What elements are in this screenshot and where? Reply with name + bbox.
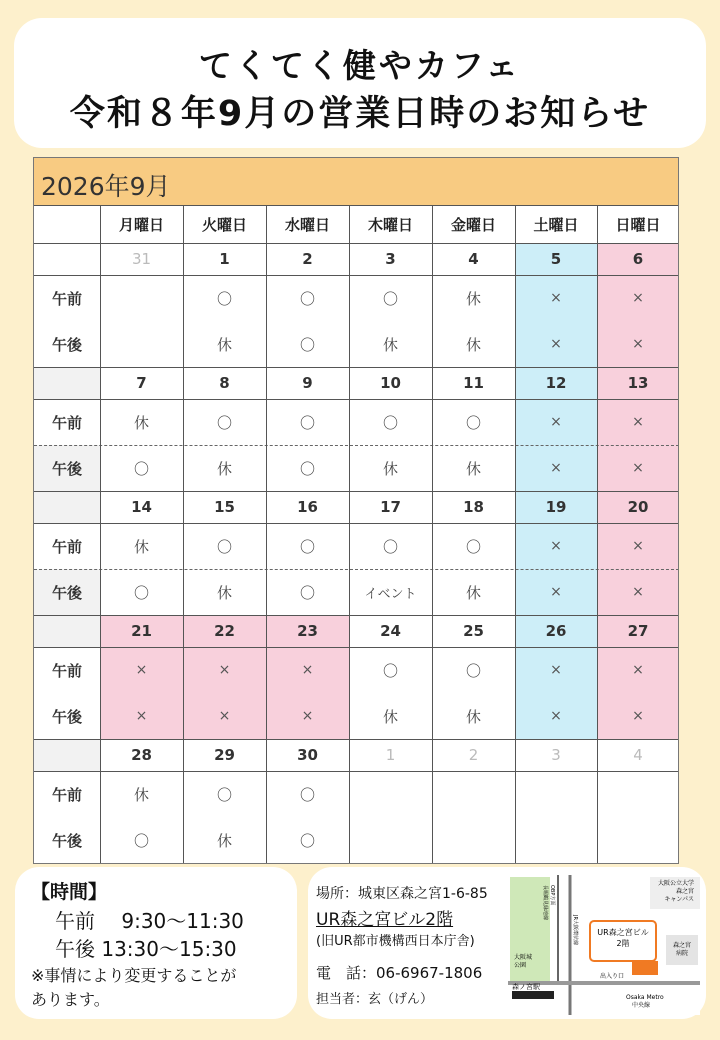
am-status: 〇 [299,537,315,556]
am-status: × [301,662,314,678]
am-status: × [632,662,644,678]
date-row-gray [34,739,100,771]
pm-status: 〇 [133,831,149,850]
grid-line [34,771,679,772]
calendar-header [34,158,678,206]
grid-line [34,739,679,740]
weekday-header: 水曜日 [284,215,330,234]
svg-text:病院: 病院 [675,950,689,957]
am-status [597,771,679,817]
pm-status: 〇 [133,583,149,602]
map-station: 森ノ宮駅 [512,983,540,991]
grid-line [515,205,516,864]
hours-box [15,867,297,1019]
date-cell: 12 [545,374,567,392]
grid-line [34,445,679,446]
business-calendar [33,157,679,864]
map-hospital: 森之宮 [672,942,692,949]
grid-line [34,569,679,570]
am-status: × [135,662,148,678]
weekday-header: 火曜日 [201,215,247,234]
grid-line [34,615,679,616]
location-box [308,867,706,1019]
am-status: × [632,414,644,430]
access-map [508,875,700,1015]
date-cell: 2 [302,250,313,268]
date-cell: 30 [297,746,318,764]
date-cell: 18 [463,498,484,516]
am-status [100,275,183,321]
am-status: 〇 [299,413,315,432]
am-label: 午前 [51,785,82,804]
pm-status: × [632,460,644,476]
grid-line [100,205,101,864]
pm-status: × [301,708,314,724]
date-cell: 25 [463,622,484,640]
svg-text:2階: 2階 [616,939,630,948]
map-metro: Osaka Metro [626,994,664,1001]
date-cell: 22 [214,622,235,640]
am-status: 休 [133,537,149,556]
pm-status: 休 [216,583,232,602]
am-status: × [550,414,562,430]
location-former-name: (旧UR都市機構西日本庁舎) [316,934,475,949]
grid-line [597,205,598,864]
pm-status: × [632,336,644,352]
am-status: 休 [133,785,149,804]
date-row-gray [34,367,100,399]
grid-line [34,647,679,648]
date-cell: 20 [627,498,649,516]
hours-pm: 午後 13:30～15:30 [55,937,237,961]
date-row-gray [34,615,100,647]
pm-status: 休 [216,459,232,478]
date-cell: 3 [551,746,561,764]
date-cell: 3 [385,250,396,268]
pm-status [432,817,515,863]
date-cell: 27 [627,622,649,640]
pm-status: × [550,584,562,600]
date-cell: 21 [131,622,152,640]
pm-label: 午後 [51,335,82,354]
pm-label: 午後 [51,583,82,602]
grid-line [34,243,679,244]
pm-status: × [550,336,562,352]
pm-status [349,817,432,863]
date-cell: 29 [214,746,235,764]
date-cell: 11 [463,374,484,392]
am-status: × [550,538,562,554]
am-status: × [550,290,562,306]
grid-line [34,367,679,368]
am-status: 〇 [216,289,232,308]
date-cell: 7 [136,374,147,392]
grid-line [34,399,679,400]
location-contact: 担当者：玄（げん） [316,992,434,1007]
pm-status: 〇 [133,459,149,478]
notice-title: 令和８年9月の営業日時のお知らせ [69,94,651,134]
hours-note-cont: あります。 [31,990,110,1009]
svg-text:森之宮: 森之宮 [675,888,694,895]
am-status: 〇 [465,661,481,680]
pm-status: × [218,708,231,724]
pm-status: 休 [465,707,481,726]
map-park: 大阪城 [514,954,533,961]
svg-text:キャンパス: キャンパス [664,896,694,903]
pm-label: 午後 [51,831,82,850]
am-status [349,771,432,817]
am-status: 休 [465,289,481,308]
am-status: 〇 [216,413,232,432]
station-marker [512,991,554,999]
am-status: × [632,538,644,554]
calendar-month: 2026年9月 [41,172,171,201]
grid-line [349,205,350,864]
svg-text:公園: 公園 [514,962,527,969]
pm-status: 休 [465,583,481,602]
location-phone: 電 話：06-6967-1806 [316,964,483,982]
date-cell: 2 [468,746,479,764]
am-status: 〇 [382,537,398,556]
pm-status: 〇 [299,459,315,478]
pm-status [100,321,183,367]
grid-line [34,523,679,524]
weekday-header: 月曜日 [118,215,164,234]
pm-status: 休 [382,335,398,354]
building-marker [632,961,658,975]
pm-status: 〇 [299,831,315,850]
am-status: 〇 [382,289,398,308]
date-cell: 9 [302,374,313,392]
am-status: 〇 [382,413,398,432]
pm-status: 休 [382,459,398,478]
weekday-header: 土曜日 [533,215,579,234]
hours-note: ※事情により変更することが [31,966,237,985]
date-row-gray [34,491,100,523]
weekday-header: 木曜日 [367,215,413,234]
map-jr-line: JR大阪環状線 [572,915,578,945]
date-cell: 26 [545,622,567,640]
pm-status: 〇 [299,335,315,354]
date-cell: 1 [219,250,230,268]
date-cell: 6 [632,250,644,268]
pm-status: 休 [216,831,232,850]
am-status: × [550,662,562,678]
am-status: 休 [133,413,149,432]
map-university: 大阪公立大学 [657,880,694,887]
date-cell: 23 [297,622,318,640]
cafe-name: てくてく健やカフェ [198,46,522,85]
pm-status: 休 [216,335,232,354]
am-status: 〇 [299,785,315,804]
date-cell: 1 [385,746,396,764]
grid-line [266,205,267,864]
pm-status: × [550,708,562,724]
pm-status: × [550,460,562,476]
pm-status [597,817,679,863]
am-status: 〇 [299,289,315,308]
am-status: × [632,290,644,306]
am-status: 〇 [216,537,232,556]
pm-status: 休 [382,707,398,726]
date-cell: 28 [131,746,152,764]
location-building: UR森之宮ビル2階 [316,910,454,930]
am-label: 午前 [51,537,82,556]
date-cell: 16 [297,498,318,516]
svg-text:中央線: 中央線 [632,1002,651,1009]
map-other-line: OBP方面 [549,885,555,906]
am-status: 〇 [382,661,398,680]
am-status: 〇 [216,785,232,804]
am-label: 午前 [51,661,82,680]
date-cell: 13 [627,374,649,392]
grid-line [34,491,679,492]
date-cell: 4 [468,250,479,268]
location-address: 場所：城東区森之宮1-6-85 [316,886,488,902]
date-cell: 17 [380,498,401,516]
pm-label: 午後 [51,707,82,726]
pm-label: 午後 [51,459,82,478]
map-building: UR森之宮ビル [597,928,649,937]
date-cell: 24 [380,622,401,640]
am-status: 〇 [465,413,481,432]
am-status: × [218,662,231,678]
weekday-header: 日曜日 [615,215,661,234]
date-cell: 10 [380,374,401,392]
title-box [14,18,706,148]
date-cell: 8 [219,374,230,392]
grid-line [34,205,679,206]
map-other-line2: 長堀鶴見緑地線 [542,885,548,921]
pm-status: 〇 [299,583,315,602]
am-status [515,771,597,817]
hours-am: 午前 9:30～11:30 [55,909,244,933]
am-label: 午前 [51,289,82,308]
map-entrance: 出入り口 [600,973,625,980]
pm-status: 休 [465,459,481,478]
pm-status [515,817,597,863]
grid-line [432,205,433,864]
date-cell: 5 [550,250,562,268]
pm-status: × [632,708,644,724]
pm-status: × [135,708,148,724]
date-cell: 14 [131,498,152,516]
date-cell: 19 [545,498,567,516]
hours-heading: 【時間】 [31,881,108,903]
am-status [432,771,515,817]
weekday-header: 金曜日 [450,215,496,234]
pm-status: × [632,584,644,600]
pm-status: イベント [364,586,417,602]
grid-line [183,205,184,864]
am-status: 〇 [465,537,481,556]
date-cell: 15 [214,498,235,516]
pm-status: 休 [465,335,481,354]
grid-line [34,275,679,276]
am-label: 午前 [51,413,82,432]
date-cell: 31 [131,250,152,268]
date-cell: 4 [633,746,643,764]
